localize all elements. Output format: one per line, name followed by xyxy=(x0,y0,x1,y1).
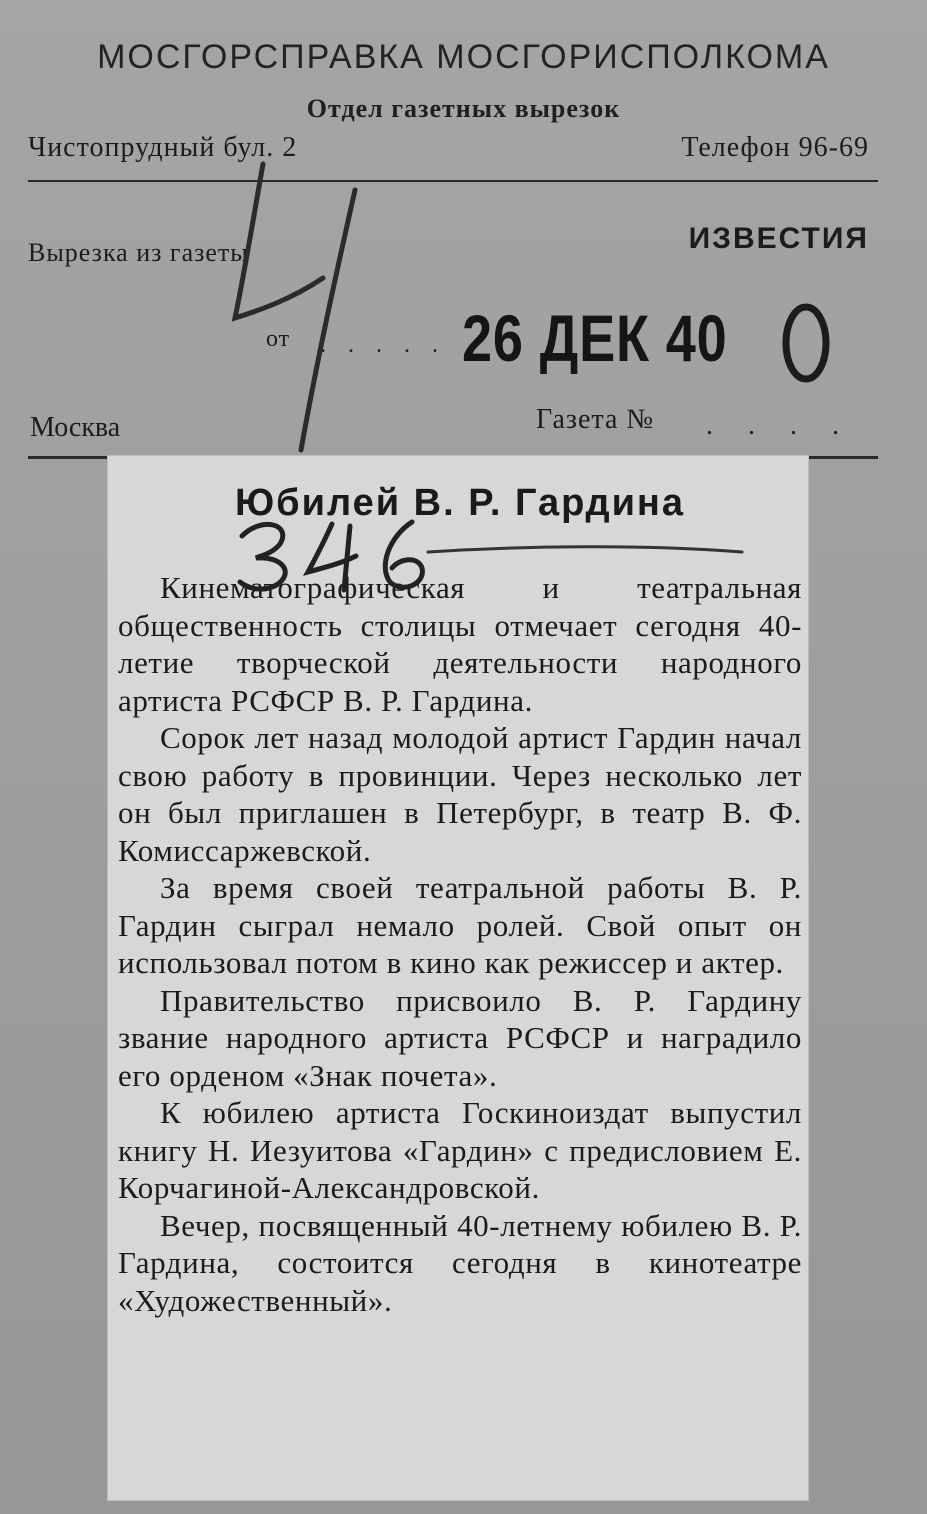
article-headline: Юбилей В. Р. Гардина xyxy=(234,482,686,524)
article-paragraph: Кинематографическая и театральная общественность столицы отмечает сегодня 40-летие творческой деятельности народного артиста РСФСР В. Р. Гардина. xyxy=(118,570,802,718)
issue-label: Газета № xyxy=(536,404,655,435)
article-paragraph: К юбилею артиста Госкиноиздат выпустил книгу Н. Иезуитова «Гардин» с предисловием Е. Корчагиной-Александровской. xyxy=(118,1095,802,1205)
cut-from-label: Вырезка из газеты xyxy=(28,238,249,267)
city-label: Москва xyxy=(30,412,121,443)
newspaper-name: ИЗВЕСТИЯ xyxy=(688,222,869,255)
date-dots: . . . . . xyxy=(320,332,446,358)
newspaper-clipping xyxy=(108,456,808,1500)
issue-dots: . . . . xyxy=(706,410,853,441)
department-title: Отдел газетных вырезок xyxy=(306,94,621,123)
article-paragraph: Вечер, посвященный 40-летнему юбилею В. Р. Гардина, состоится сегодня в кинотеатре «Художественный». xyxy=(118,1207,802,1318)
handwritten-zero xyxy=(776,298,836,388)
organization-title: МОСГОРСПРАВКА МОСГОРИСПОЛКОМА xyxy=(97,38,830,76)
address: Чистопрудный бул. 2 xyxy=(28,132,298,163)
article-paragraph: За время своей театральной работы В. Р. Гардин сыграл немало ролей. Свой опыт он использовал потом в кино как режиссер и актер. xyxy=(118,870,802,980)
from-label: от xyxy=(266,326,291,352)
handwritten-file-mark xyxy=(205,150,375,460)
phone: Телефон 96-69 xyxy=(681,132,869,163)
article-paragraph: Правительство присвоило В. Р. Гардину звание народного артиста РСФСР и наградило его орденом «Знак почета». xyxy=(118,982,802,1093)
article-paragraph: Сорок лет назад молодой артист Гардин начал свою работу в провинции. Через несколько лет он был приглашен в Петербург, в театр В. Ф. Комиссаржевской. xyxy=(118,720,802,868)
article xyxy=(118,482,802,1319)
header-divider xyxy=(28,180,878,182)
date-stamp: 26 ДЕК 40 xyxy=(462,301,728,375)
handwritten-number xyxy=(222,506,752,596)
